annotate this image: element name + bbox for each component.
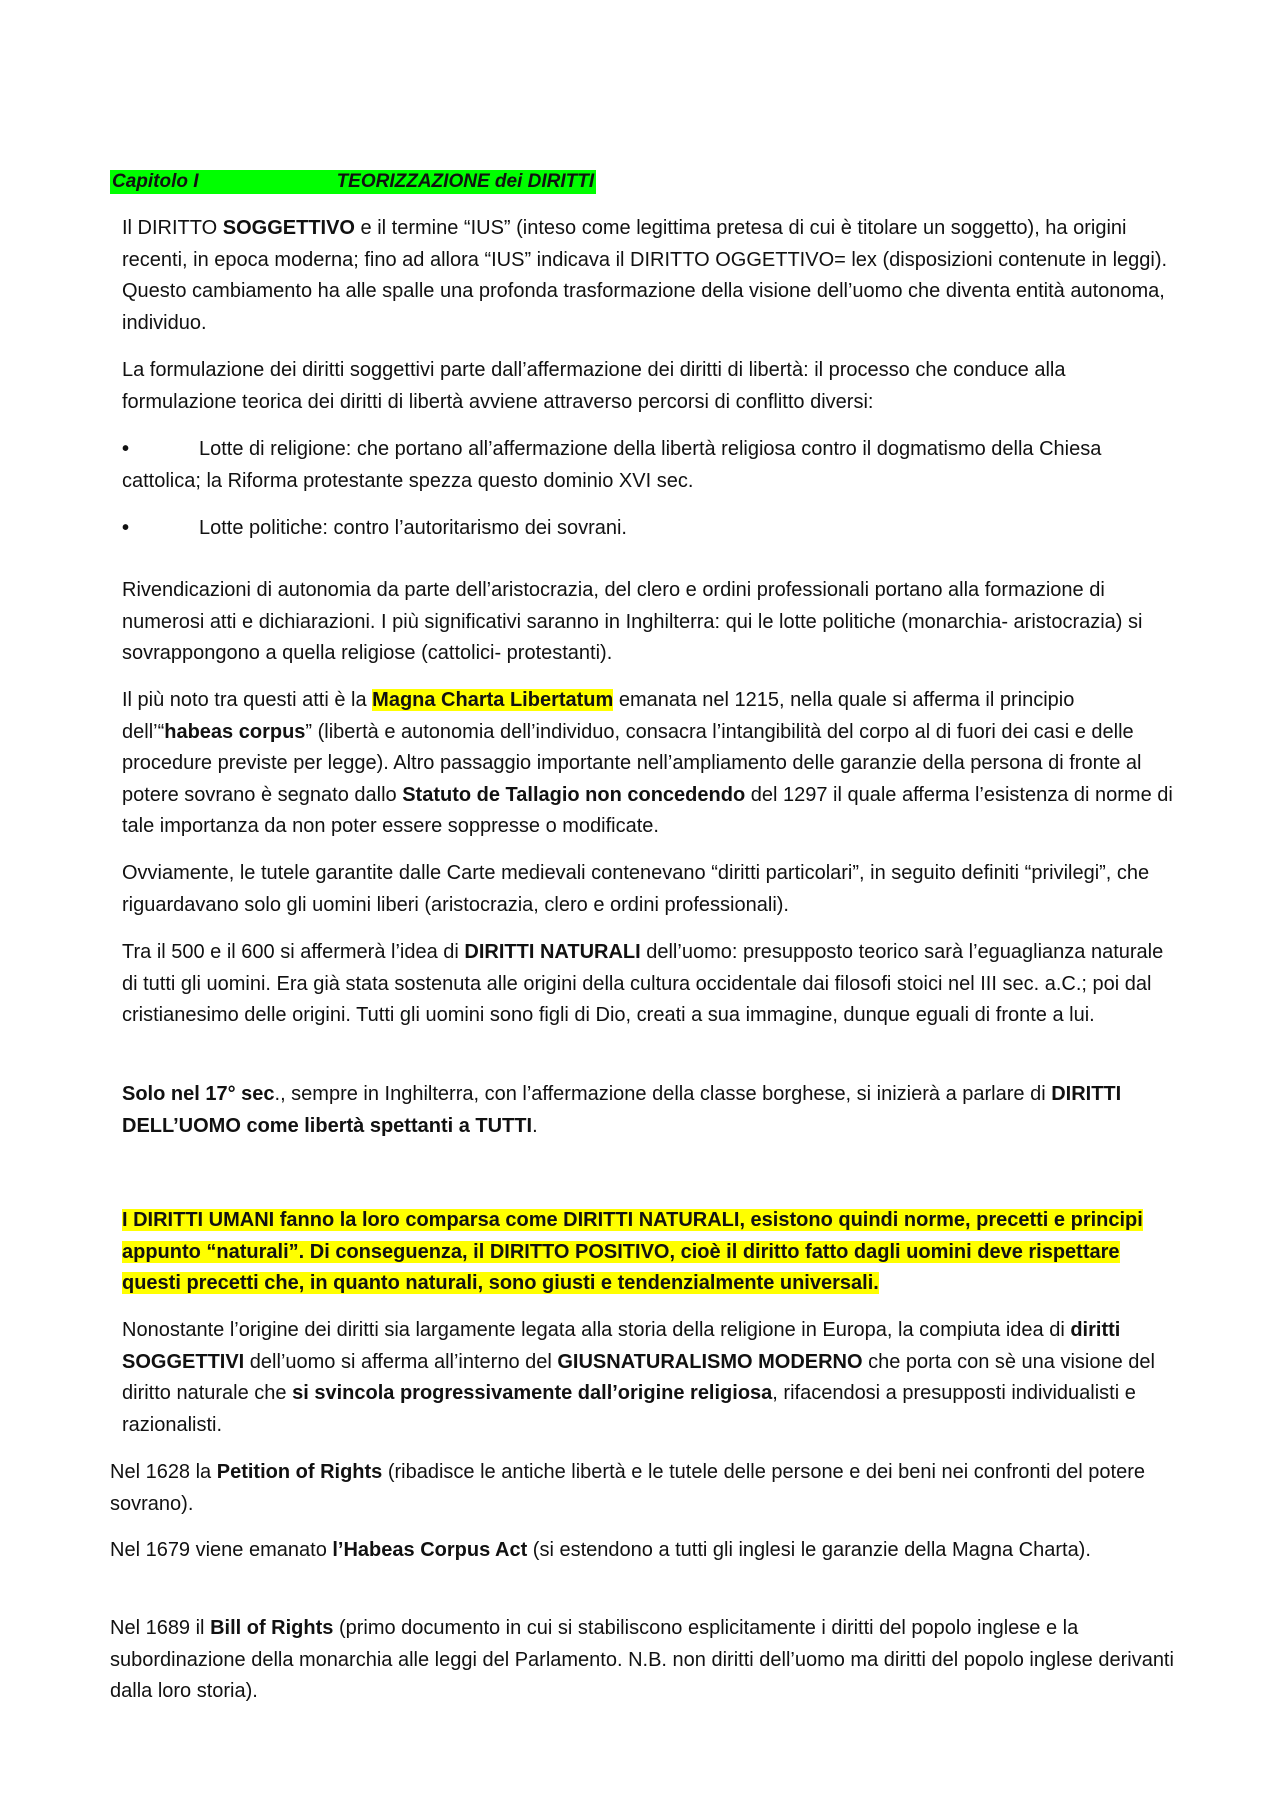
paragraph-giusnaturalismo bbox=[122, 1315, 1182, 1441]
paragraph-rivendicazioni: Rivendicazioni di autonomia da parte dell’aristocrazia, del clero e ordini professionali portano alla formazione di numerosi atti e dichiarazioni. I più significativi saranno in Inghilterra: qui le lotte politiche (monarchia- aristocrazia) si sovrappongono a quella religiose (cattolici- protestanti). bbox=[122, 579, 1143, 664]
paragraph-petition-of-rights bbox=[110, 1457, 1190, 1520]
bold-term: Statuto de Tallagio non concedendo bbox=[402, 783, 746, 806]
bold-term: habeas corpus bbox=[164, 720, 306, 743]
text-run: Il più noto tra questi atti è la bbox=[122, 689, 373, 711]
chapter-title: TEORIZZAZIONE dei DIRITTI bbox=[336, 171, 595, 192]
bullet-text: Lotte di religione: che portano all’affermazione della libertà religiosa contro il dogmatismo della Chiesa cattolica; la Riforma protestante spezza questo dominio XVI sec. bbox=[122, 438, 1102, 492]
chapter-label: Capitolo I bbox=[112, 171, 199, 192]
bold-term: GIUSNATURALISMO MODERNO bbox=[557, 1350, 863, 1373]
bold-term: diritti SOGGETTIVI bbox=[122, 1319, 1121, 1373]
text-run: Nel 1628 la bbox=[110, 1461, 217, 1483]
bold-term: SOGGETTIVO bbox=[222, 217, 355, 239]
paragraph-diritti-umani-highlight bbox=[122, 1205, 1182, 1300]
bullet-item-politiche bbox=[122, 513, 1182, 545]
text-run: (primo documento in cui si stabiliscono esplicitamente i diritti del popolo inglese e la subordinazione della monarchia alle leggi del Parlamento. N.B. non diritti dell’uomo ma diritti del popolo inglese derivanti dalla loro storia). bbox=[110, 1617, 1174, 1702]
paragraph-diritto-soggettivo bbox=[122, 213, 1182, 339]
bold-term: Petition of Rights bbox=[216, 1461, 383, 1483]
paragraph-magna-charta bbox=[122, 685, 1182, 843]
text-run: dell’uomo: presupposto teorico sarà l’eguaglianza naturale di tutti gli uomini. Era già stata sostenuta alle origini della cultura occidentale dai filosofi stoici nel III sec. a.C.; poi dal cristianesimo delle origini. Tutti gli uomini sono figli di Dio, creati a sua immagine, dunque eguali di fronte a lui. bbox=[122, 941, 1164, 1026]
bullet-item-religione bbox=[122, 434, 1182, 497]
bold-term: Bill of Rights bbox=[210, 1617, 334, 1639]
highlighted-text: I DIRITTI UMANI fanno la loro comparsa come DIRITTI NATURALI, esistono quindi norme, precetti e principi appunto “naturali”. Di conseguenza, il DIRITTO POSITIVO, cioè il diritto fatto dagli uomini deve rispettare questi precetti che, in quanto naturali, sono giusti e tendenzialmente universali. bbox=[122, 1209, 1143, 1294]
text-run: Il DIRITTO bbox=[122, 217, 223, 239]
text-run: del 1297 il quale afferma l’esistenza di norme di tale importanza da non poter essere soppresse o modificate. bbox=[122, 783, 1173, 837]
text-run: Tra il 500 e il 600 si affermerà l’idea di bbox=[122, 941, 465, 963]
text-run: ” (libertà e autonomia dell’individuo, consacra l’intangibilità del corpo al di fuori dei casi e delle procedure previste per legge). Altro passaggio importante nell’ampliamento delle garanzie della persona di fronte al potere sovrano è segnato dallo bbox=[122, 720, 1142, 806]
paragraph-privilegi: Ovviamente, le tutele garantite dalle Carte medievali contenevano “diritti particolari”, in seguito definiti “privilegi”, che riguardavano solo gli uomini liberi (aristocrazia, clero e ordini professionali). bbox=[122, 862, 1150, 916]
bold-term: DIRITTI NATURALI bbox=[464, 941, 641, 963]
paragraph-diritti-naturali bbox=[122, 937, 1182, 1032]
bullet-marker: • bbox=[122, 517, 130, 539]
bold-term: DIRITTI DELL’UOMO come libertà spettanti a TUTTI bbox=[122, 1083, 1122, 1137]
text-run: dell’uomo si afferma all’interno del bbox=[244, 1350, 558, 1373]
text-run: (ribadisce le antiche libertà e le tutele delle persone e dei beni nei confronti del potere sovrano). bbox=[110, 1461, 1146, 1515]
text-run: . bbox=[532, 1114, 538, 1137]
text-run: ., sempre in Inghilterra, con l’affermazione della classe borghese, si inizierà a parlare di bbox=[274, 1083, 1052, 1105]
paragraph-formulazione: La formulazione dei diritti soggettivi parte dall’affermazione dei diritti di libertà: il processo che conduce alla formulazione teorica dei diritti di libertà avviene attraverso percorsi di conflitto diversi: bbox=[122, 359, 1066, 413]
text-run: che porta con sè una visione del diritto naturale che bbox=[122, 1350, 1155, 1404]
text-run: e il termine “IUS” (inteso come legittima pretesa di cui è titolare un soggetto), ha origini recenti, in epoca moderna; fino ad allora “IUS” indicava il DIRITTO OGGETTIVO= lex (disposizioni contenute in leggi). Questo cambiamento ha alle spalle una profonda trasformazione della visione dell’uomo che diventa entità autonoma, individuo. bbox=[122, 217, 1168, 334]
text-run: Nel 1679 viene emanato bbox=[110, 1539, 333, 1561]
highlighted-term: Magna Charta Libertatum bbox=[372, 689, 614, 711]
paragraph-habeas-corpus-act bbox=[110, 1535, 1190, 1567]
text-run: Nel 1689 il bbox=[110, 1617, 211, 1639]
text-run: (si estendono a tutti gli inglesi le garanzie della Magna Charta). bbox=[527, 1539, 1091, 1561]
bold-term: Solo nel 17° sec bbox=[122, 1083, 275, 1105]
bold-term: l’Habeas Corpus Act bbox=[332, 1539, 528, 1561]
text-run: emanata nel 1215, nella quale si afferma il principio dell’“ bbox=[122, 689, 1075, 743]
bold-term: si svincola progressivamente dall’origine religiosa bbox=[292, 1382, 773, 1404]
paragraph-bill-of-rights bbox=[110, 1613, 1190, 1708]
bullet-text: Lotte politiche: contro l’autoritarismo dei sovrani. bbox=[199, 517, 627, 539]
paragraph-17-secolo bbox=[122, 1079, 1182, 1142]
text-run: , rifacendosi a presupposti individualisti e razionalisti. bbox=[122, 1382, 1136, 1436]
chapter-heading bbox=[110, 170, 596, 194]
bullet-marker: • bbox=[122, 438, 130, 460]
text-run: Nonostante l’origine dei diritti sia largamente legata alla storia della religione in Europa, la compiuta idea di bbox=[122, 1319, 1071, 1341]
